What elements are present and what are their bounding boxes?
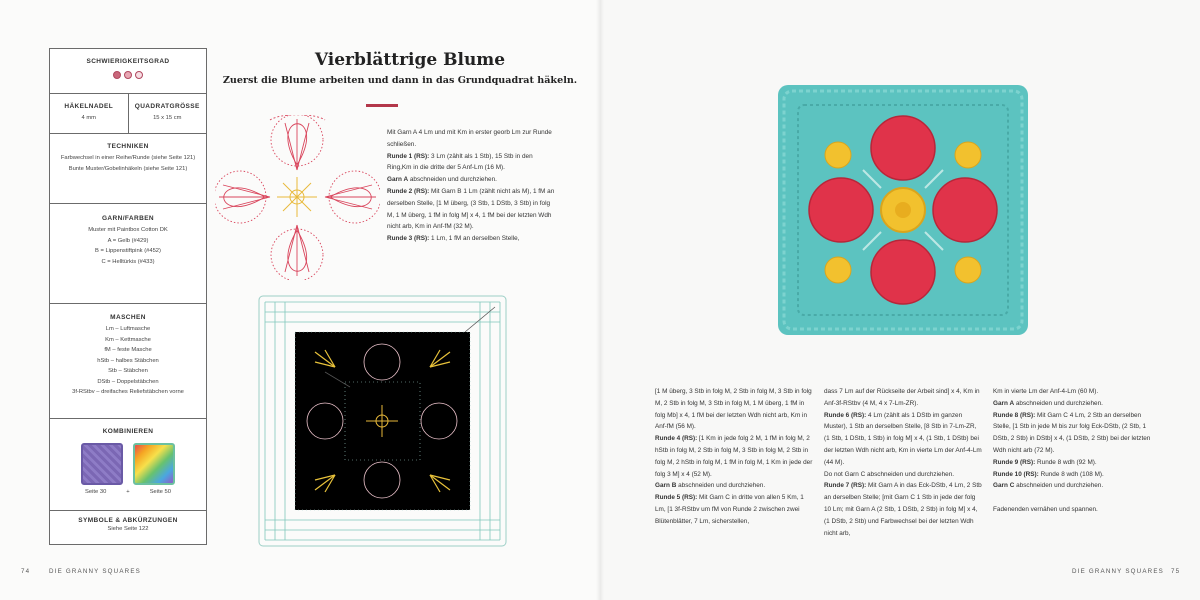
technique-item: Bunte Muster/Gobelinhäkeln (siehe Seite 121) bbox=[68, 165, 188, 172]
instruction-paragraph: Runde 5 (RS): Mit Garn C in dritte von allen 5 Km, 1 Lm, [1 3f-RStbv um fM von Runde 2 zwischen zwei Blütenblätter, 7 Lm, sicherstellen, bbox=[655, 494, 804, 525]
purple-square-thumbnail[interactable] bbox=[81, 443, 123, 485]
granny-square-photo bbox=[778, 85, 1028, 335]
instructions-intro bbox=[387, 127, 555, 245]
hook-size-section bbox=[50, 94, 206, 134]
rainbow-square-thumbnail[interactable] bbox=[133, 443, 175, 485]
hook-heading: HÄKELNADEL bbox=[64, 103, 114, 110]
hook-value: 4 mm bbox=[81, 115, 96, 121]
instruction-paragraph: Runde 1 (RS): 3 Lm (zählt als 1 Stb), 15 Stb in den Ring,Km in die dritte der 5 Anf-Lm (16 M). bbox=[387, 152, 533, 172]
symbols-section bbox=[50, 511, 206, 546]
instruction-spacer bbox=[993, 492, 1151, 504]
difficulty-dot-icon bbox=[113, 71, 121, 79]
stitch-item: hStb – halbes Stäbchen bbox=[97, 357, 159, 364]
instructions-column-2 bbox=[824, 386, 982, 539]
difficulty-dot-icon bbox=[135, 71, 143, 79]
instruction-paragraph: Garn A abschneiden und durchziehen. bbox=[993, 399, 1103, 407]
instruction-paragraph: Km in vierte Lm der Anf-4-Lm (60 M). bbox=[993, 388, 1099, 395]
left-page-number: 74 bbox=[21, 568, 31, 575]
stitches-section bbox=[50, 304, 206, 419]
instruction-paragraph: Runde 9 (RS): Runde 8 wdh (92 M). bbox=[993, 458, 1097, 466]
techniques-heading: TECHNIKEN bbox=[107, 143, 149, 150]
right-page-number: 75 bbox=[1171, 568, 1181, 575]
yarn-section bbox=[50, 204, 206, 304]
book-gutter bbox=[596, 0, 604, 600]
instruction-paragraph: Runde 7 (RS): Mit Garn A in das Eck-DStb, 4 Lm, 2 Stb an derselben Stelle; [mit Garn C 1 Stb in jede der folg 10 Lm; mit Garn A (2 Stb, 1 DStb, 2 Stb) in folg M] x 4, (1 DStb, 2 Stb) und Farbwechsel bei der letzten Wdh nicht arb, bbox=[824, 482, 982, 537]
difficulty-section bbox=[50, 49, 206, 94]
instruction-paragraph: Runde 4 (RS): [1 Km in jede folg 2 M, 1 fM in folg M, 2 hStb in folg M, 2 Stb in folg M, 3 Stb in folg M, 2 Stb in folg M, 2 hStb in folg M, 1 fM in folg M, 1 Km in jede der folg 3 M] x 4 (52 M). bbox=[655, 435, 813, 478]
techniques-section bbox=[50, 134, 206, 204]
combine-left-ref: Seite 30 bbox=[85, 489, 107, 495]
page-subtitle: Zuerst die Blume arbeiten und dann in das Grundquadrat häkeln. bbox=[222, 75, 578, 86]
symbols-value: Siehe Seite 122 bbox=[107, 526, 149, 532]
yarn-item: C = Helltürkis (#433) bbox=[101, 258, 155, 265]
instruction-paragraph: Runde 10 (RS): Runde 8 wdh (108 M). bbox=[993, 470, 1104, 478]
square-crochet-chart bbox=[255, 292, 510, 550]
combine-swatches bbox=[50, 443, 206, 485]
instruction-paragraph: dass 7 Lm auf der Rückseite der Arbeit sind] x 4, Km in Anf-3f-RStbv (4 M, 4 x 7-Lm-ZR). bbox=[824, 388, 980, 407]
instruction-paragraph: Garn B abschneiden und durchziehen. bbox=[655, 482, 766, 490]
pattern-info-box bbox=[49, 48, 207, 545]
difficulty-heading: SCHWIERIGKEITSGRAD bbox=[86, 58, 170, 65]
instruction-paragraph: Do not Garn C abschneiden und durchziehen. bbox=[824, 470, 955, 478]
instruction-paragraph: Runde 3 (RS): 1 Lm, 1 fM an derselben Stelle, bbox=[387, 235, 520, 243]
combine-captions bbox=[50, 489, 206, 495]
stitch-item: Stb – Stäbchen bbox=[108, 368, 148, 374]
combine-section bbox=[50, 419, 206, 511]
difficulty-dot-icon bbox=[124, 71, 132, 79]
symbols-heading: SYMBOLE & ABKÜRZUNGEN bbox=[78, 517, 178, 524]
instruction-paragraph: Fadenenden vernähen und spannen. bbox=[993, 505, 1098, 513]
difficulty-rating bbox=[50, 71, 206, 79]
yarn-heading: GARN/FARBEN bbox=[101, 215, 155, 222]
stitches-heading: MASCHEN bbox=[110, 314, 146, 321]
size-value: 15 x 15 cm bbox=[153, 115, 182, 121]
stitch-item: Km – Kettmasche bbox=[105, 336, 151, 343]
stitch-item: fM – feste Masche bbox=[104, 347, 152, 353]
yarn-item: B = Lippenstiftpink (#452) bbox=[95, 248, 161, 254]
right-running-head: DIE GRANNY SQUARES bbox=[1072, 568, 1164, 575]
plus-icon: + bbox=[126, 489, 130, 495]
left-running-head: DIE GRANNY SQUARES bbox=[49, 568, 141, 575]
instruction-paragraph: Garn A abschneiden und durchziehen. bbox=[387, 176, 497, 184]
instruction-paragraph: Runde 8 (RS): Mit Garn C 4 Lm, 2 Stb an derselben Stelle, [1 Stb in jede M bis zur folg Eck-DStb, (2 Stb, 1 DStb, 2 Stb) in DStb] x 4, (1 DStb, 2 Stb) bei der letzten Wdh nicht arb (72 M). bbox=[993, 411, 1151, 454]
page-title: Vierblättrige Blume bbox=[314, 50, 506, 70]
stitch-item: Lm – Luftmasche bbox=[105, 326, 151, 332]
instructions-column-3 bbox=[993, 386, 1151, 516]
stitch-item: DStb – Doppelstäbchen bbox=[97, 378, 159, 385]
instruction-paragraph: [1 M überg, 3 Stb in folg M, 2 Stb in folg M, 3 Stb in folg M, 2 Stb in folg M, 3 Stb in folg M, 1 M überg, 1 fM in folg Mb] x 4, 1 fM bei der letzten Wdh nicht arb, Km in Anf-fM (56 M). bbox=[655, 388, 812, 431]
flower-crochet-chart bbox=[215, 115, 380, 280]
size-heading: QUADRATGRÖSSE bbox=[134, 103, 200, 110]
instruction-paragraph: Runde 6 (RS): 4 Lm (zählt als 1 DStb im ganzen Muster), 1 Stb an derselben Stelle, [8 Stb in 7-Lm-ZR, (1 Stb, 1 DStb, 1 Stb) in folg M] x 4, (1 Stb, 1 DStb) bei der letzten Wdh nicht arb, Km in vierte Lm der Anf-4-Lm (44 M). bbox=[824, 411, 982, 466]
instruction-paragraph: Mit Garn A 4 Lm und mit Km in erster georb Lm zur Runde schließen. bbox=[387, 129, 552, 148]
instructions-column-1 bbox=[655, 386, 813, 528]
stitch-item: 3f-RStbv – dreifaches Reliefstäbchen vorne bbox=[72, 389, 184, 395]
instruction-paragraph: Runde 2 (RS): Mit Garn B 1 Lm (zählt nicht als M), 1 fM an derselben Stelle, [1 M überg, (3 Stb, 1 DStb, 3 Stb) in folg M, 1 M überg, 1 fM in folg M] x 4, 1 fM bei der letzten Wdh nicht arb, Km in Anf-fM (32 M). bbox=[387, 187, 555, 231]
technique-item: Farbwechsel in einer Reihe/Runde (siehe Seite 121) bbox=[60, 155, 196, 161]
combine-heading: KOMBINIEREN bbox=[102, 428, 154, 435]
accent-rule bbox=[366, 104, 398, 107]
combine-right-ref: Seite 50 bbox=[149, 489, 171, 495]
instruction-paragraph: Garn C abschneiden und durchziehen. bbox=[993, 482, 1104, 490]
yarn-item: A = Gelb (#429) bbox=[107, 237, 149, 244]
yarn-item: Muster mit Paintbox Cotton DK bbox=[88, 227, 168, 233]
